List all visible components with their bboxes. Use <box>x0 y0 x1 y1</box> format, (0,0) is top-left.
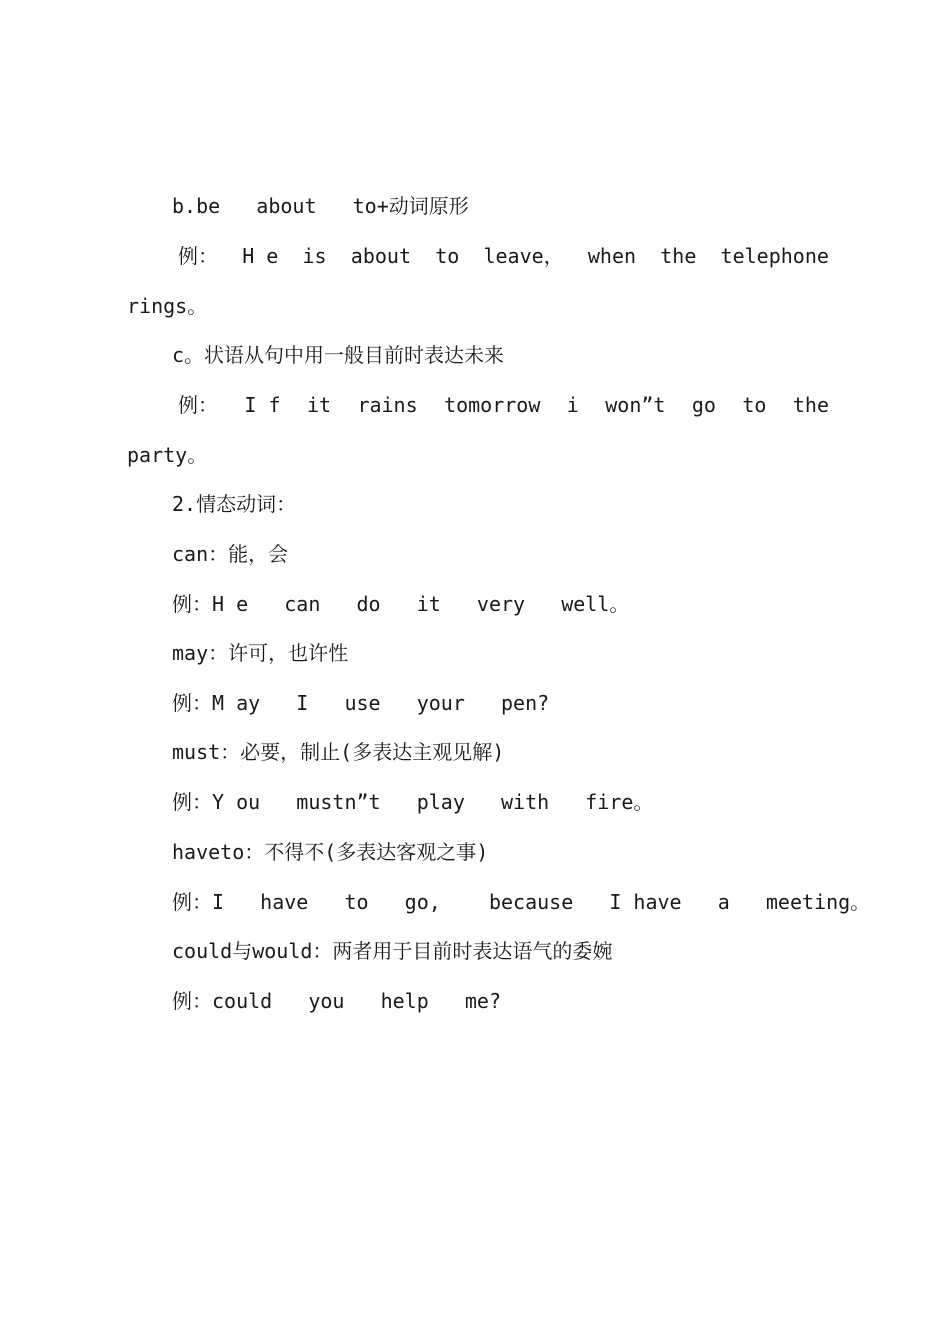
text-line-must: must：必要，制止(多表达主观见解) <box>172 740 505 764</box>
word: 例： <box>178 393 218 417</box>
example-line-if-it-rains <box>178 392 829 418</box>
word: telephone <box>720 244 829 268</box>
word: won”t <box>605 393 666 417</box>
word: is <box>302 244 327 268</box>
word: i <box>566 393 579 417</box>
text-line-haveto: haveto：不得不(多表达客观之事) <box>172 840 489 864</box>
word: H e <box>242 244 279 268</box>
text-line-may: may：许可，也许性 <box>172 641 349 665</box>
text-line-can: can：能，会 <box>172 542 289 566</box>
word: when <box>587 244 637 268</box>
word: 例： <box>178 244 218 268</box>
word: about <box>350 244 411 268</box>
text-line-party: party。 <box>127 443 208 467</box>
word: the <box>660 244 697 268</box>
example-line-i-have-to-go: 例：I have to go, because I have a meeting。 <box>172 890 871 914</box>
text-line-be-about-to: b.be about to+动词原形 <box>172 194 469 218</box>
example-line-may-i: 例：M ay I use your pen? <box>172 691 550 715</box>
word: rains <box>357 393 418 417</box>
word: it <box>306 393 332 417</box>
word: go <box>691 393 716 417</box>
example-line-he-can: 例：H e can do it very well。 <box>172 592 630 616</box>
example-line-you-mustnt: 例：Y ou mustn”t play with fire。 <box>172 790 654 814</box>
word: I f <box>244 393 281 417</box>
text-line-adverbial-clause: c。状语从句中用一般目前时表达未来 <box>172 343 505 367</box>
word: the <box>792 393 829 417</box>
example-line-he-is-about-to-leave <box>178 243 829 269</box>
example-line-could-you: 例：could you help me? <box>172 989 501 1013</box>
word: to <box>435 244 460 268</box>
word: to <box>742 393 767 417</box>
word: leave， <box>483 244 564 268</box>
text-line-rings: rings。 <box>127 294 208 318</box>
section-heading-modal-verbs: 2.情态动词： <box>172 492 297 516</box>
word: tomorrow <box>444 393 541 417</box>
text-line-could-would: could与would：两者用于目前时表达语气的委婉 <box>172 939 613 963</box>
